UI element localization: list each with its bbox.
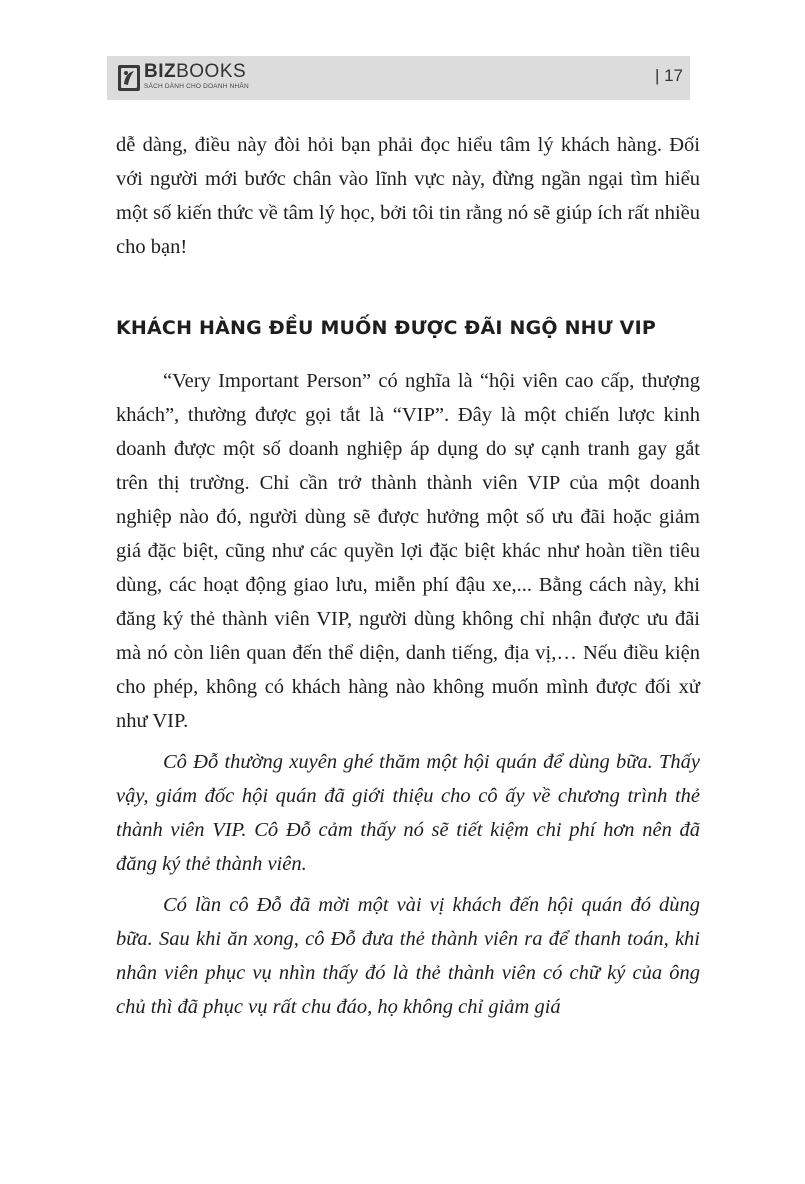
- bizbooks-logo-icon: [117, 64, 141, 92]
- page-body: [116, 128, 700, 1024]
- page-number: | 17: [654, 66, 683, 85]
- brand-tagline: SÁCH DÀNH CHO DOANH NHÂN: [144, 83, 249, 90]
- paragraph-vip-definition: “Very Important Person” có nghĩa là “hội viên cao cấp, thượng khách”, thường được gọi tắt là “VIP”. Đây là một chiến lược kinh doanh được một số doanh nghiệp áp dụng do sự cạnh tranh gay gắt trên thị trường. Chỉ cần trở thành thành viên VIP của một doanh nghiệp nào đó, người dùng sẽ được hưởng một số ưu đãi hoặc giảm giá đặc biệt, cũng như các quyền lợi đặc biệt khác như hoàn tiền tiêu dùng, các hoạt động giao lưu, miễn phí đậu xe,... Bằng cách này, khi đăng ký thẻ thành viên VIP, người dùng không chỉ nhận được ưu đãi mà nó còn liên quan đến thể diện, danh tiếng, địa vị,… Nếu điều kiện cho phép, không có khách hàng nào không muốn mình được đối xử như VIP.: [116, 370, 700, 732]
- bizbooks-logo: [117, 62, 249, 96]
- paragraph-continued: dễ dàng, điều này đòi hỏi bạn phải đọc hiểu tâm lý khách hàng. Đối với người mới bước chân vào lĩnh vực này, đừng ngần ngại tìm hiểu một số kiến thức về tâm lý học, bởi tôi tin rằng nó sẽ giúp ích rất nhiều cho bạn!: [116, 134, 700, 258]
- section-heading: KHÁCH HÀNG ĐỀU MUỐN ĐƯỢC ĐÃI NGỘ NHƯ VIP: [116, 317, 656, 339]
- brand-name: BIZBOOKS: [144, 61, 247, 82]
- paragraph-example-1: Cô Đỗ thường xuyên ghé thăm một hội quán để dùng bữa. Thấy vậy, giám đốc hội quán đã giới thiệu cho cô ấy về chương trình thẻ thành viên VIP. Cô Đỗ cảm thấy nó sẽ tiết kiệm chi phí hơn nên đã đăng ký thẻ thành viên.: [116, 751, 700, 875]
- paragraph-example-2: Có lần cô Đỗ đã mời một vài vị khách đến hội quán đó dùng bữa. Sau khi ăn xong, cô Đỗ đưa thẻ thành viên ra để thanh toán, khi nhân viên phục vụ nhìn thấy đó là thẻ thành viên có chữ ký của ông chủ thì đã phục vụ rất chu đáo, họ không chỉ giảm giá: [116, 894, 700, 1018]
